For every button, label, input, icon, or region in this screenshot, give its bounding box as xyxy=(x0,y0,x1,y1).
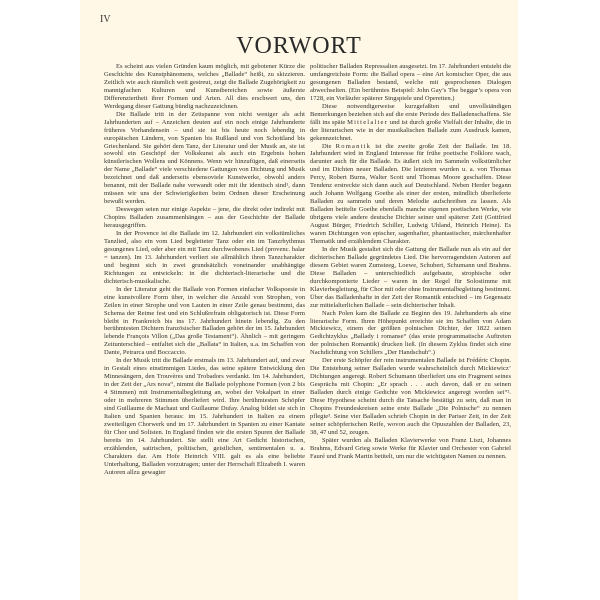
text-run: ist die zweite große Zeit der Ballade. Im 18. Jahrhundert wird in England Interesse für frühe poetische Folklore wach, darunter auch für die Ballade. Es äußert sich im Sammeln volkstümlicher und im Dichten neuer Balladen. Die letzteren wurden u. a. von Thomas Percy, Robert Burns, Walter Scott und Thomas Moore geschaffen. Diese Tendenz erstreckte sich dann auch auf Deutschland. Neben Herder begann auch Johann Wolfgang Goethe als einer der ersten, mündlich überlieferte Balladen zu sammeln und deren Melodie aufschreiben zu lassen. Als Balladen betitelte Goethe ebenfalls manche eigenen poetischen Werke, wie übrigens viele andere deutsche Dichter seiner und späterer Zeit (Gottfried August Bürger, Friedrich Schiller, Ludwig Uhland, Heinrich Heine). Es waren Dichtungen von epischer, sagenhafter, phantastischer, märchenhafter Thematik und erzählendem Charakter. xyxy=(310,142,511,245)
paragraph: Es scheint aus vielen Gründen kaum möglich, mit gebotener Kürze die Geschichte des Kunstphänomens, welches „Ballade“ heißt, zu skizzieren. Zeitlich wie auch räumlich weit gestreut, zeigt die Ballade Zugehörigkeit zu mannigfachen Kulturen und Kunstbereichen sowie äußerste Differenziertheit ihrer Formen und Arten. All dies erschwert uns, den Werdegang dieser Gattung bündig nachzuzeichnen. xyxy=(104,63,305,110)
paragraph: In der Musik tritt die Ballade erstmals im 13. Jahrhundert auf, und zwar in Gestalt eines einstimmigen Liedes, das seine spätere Entwicklung den Minnesängern, den Trouvères und Trobadors verdankt. Im 14. Jahrhundert, in der Zeit der „Ars nova“, nimmt die Ballade polyphone Formen (von 2 bis 4 Stimmen) mit Instrumentalbegleitung an, wobei der Vokalpart in einer oder in mehreren Stimmen überliefert wird. Ihre berühmtesten Schöpfer sind Guillaume de Machaut und Guillaume Dufay. Analog bildet sie sich in Italien und Spanien heraus: im 15. Jahrhundert in Italien zu einem zweiteiligen Chorwerk und im 17. Jahrhundert in Spanien zu einer Kantate für Chor und Solisten. In England finden wir die ersten Spuren der Ballade bereits im 14. Jahrhundert. Sie stellt eine Art Gedicht historischen, erzählenden, satirischen, politischen, geistlichen, sentimentalen u. a. Charakters dar. Am Hofe Heinrich VIII. galt es als eine beliebte Unterhaltung, Balladen vorzutragen; unter der Herrschaft Elizabeth I. waren Autoren allzu gewagter xyxy=(104,357,305,476)
paragraph: Die Ballade tritt in der Zeitspanne von nicht weniger als acht Jahrhunderten auf – Anzeichen deuten auf ein noch einige Jahrhunderte früheres Vorhandensein – und sie ist bis heute noch lebendig in europäischen Ländern, von Spanien bis Rußland und von Schottland bis Griechenland. Sie gehört dem Tanz, der Literatur und der Musik an, sie ist sowohl ein Geschöpf der Volkskunst als auch ein Ergebnis hohen künstlerischen Wollens und Könnens. Wenn wir hinzufügen, daß einerseits der Name „Ballade“ viele verschiedene Gattungen von Dichtung und Musik bezeichnet und daß anderseits ebensoviele Kunstwerke, obwohl anders benannt, mit der Ballade nahe verwandt oder mit ihr identisch sind¹, dann müssen wir uns der Schwierigkeiten beim Ordnen dieser Erscheinung bewußt werden. xyxy=(104,110,305,206)
text-run: Diese notwendigerweise kurzgefaßten und unvollständigen Bemerkungen beziehen sich auf die erste Periode des Balladenschaffens. Sie fällt ins späte xyxy=(310,102,511,126)
emphasis-mittelalter: Mittelalter xyxy=(347,118,388,126)
document-page xyxy=(80,0,518,600)
page-number: IV xyxy=(100,14,111,25)
emphasis-romantik: Romantik xyxy=(335,142,372,150)
paragraph xyxy=(310,143,511,246)
paragraph: In der Musik gestaltet sich die Gattung der Ballade nun als ein auf der dichterischen Ballade gegründetes Lied. Die hervorragendsten Autoren auf diesem Gebiet waren Zumsteeg, Loewe, Schubert, Schumann und Brahms. Diese Balladen – unterschiedlich aufgebaute, strophische oder durchkomponierte Lieder – waren in der Regel für Solostimme mit Klavierbegleitung, für Chor mit oder ohne Instrumentalbegleitung bestimmt. Über das Balladenhafte in der Zeit der Romantik entschied – im Gegensatz zur mittelalterlichen Ballade – sein dichterischer Inhalt. xyxy=(310,245,511,309)
text-run: Die xyxy=(322,142,336,150)
paragraph: In der Literatur geht die Ballade von Formen einfacher Volkspoesie in eine kunstvollere Form über, in welcher die Anzahl von Strophen, von Zeilen in einer Strophe und von Lauten in einer Zeile genau bestimmt, das Schema der Reime fest und ein Schlußrefrain obligatorisch ist. Diese Form bleibt in Frankreich bis ins 17. Jahrhundert hinein lebendig. Zu den berühmtesten Dichtern französischer Balladen gehört der im 15. Jahrhundert lebende François Villon („Das große Testament“). Ähnlich – mit geringem Zeitunterschied – entfaltet sich die „Ballata“ in Italien, u.a. im Schaffen von Dante, Petrarca und Boccaccio. xyxy=(104,285,305,357)
paragraph: Später wurden als Balladen Klavierwerke von Franz Liszt, Johannes Brahms, Edvard Grieg sowie Werke für Klavier und Orchester von Gabriel Fauré und Frank Martin betitelt, um nur die wichtigsten Namen zu nennen. xyxy=(310,436,511,460)
text-run: und ist durch große Vielfalt der Inhalte, die in der literarischen wie in der musikalischen Ballade zum Ausdruck kamen, gekennzeichnet. xyxy=(310,118,511,142)
left-column xyxy=(104,63,305,477)
page-title: VORWORT xyxy=(236,33,362,59)
paragraph: politischer Balladen Repressalien ausgesetzt. Im 17. Jahrhundert entsteht die umfangreichste Form: die Ballad opera – eine Art komischer Oper, die aus gesungenen Balladen bestand, welche mit gesprochenen Dialogen abwechselten. (Ein berühmtes Beispiel: John Gay’s The beggar’s opera von 1728, ein Vorläufer späterer Singspiele und Operetten.) xyxy=(310,63,511,102)
paragraph: Nach Polen kam die Ballade zu Beginn des 19. Jahrhunderts als eine literarische Form. Ihren Höhepunkt erreichte sie im Schaffen von Adam Mickiewicz, einem der größten polnischen Dichter, der 1822 seinen Gedichtzyklus „Ballady i romanse“ (das erste programmatische Auftreten der polnischen Romantik) drucken ließ. (In diesem Zyklus findet sich eine Nachdichtung von Schillers „Der Handschuh“.) xyxy=(310,309,511,357)
paragraph: In der Provence ist die Ballade im 12. Jahrhundert ein volkstümliches Tanzlied, also ein vom Lied begleiteter Tanz oder ein im Tanzrhythmus gesungenes Lied, oder aber ein mit Tanz durchwobenes Lied (provenc. balar = tanzen). Im 13. Jahrhundert verliert sie allmählich ihren Tanzcharakter und beginnt sich in zwei grundsätzlich voneinander unabhängige Richtungen zu entwickeln: in die dichterisch-literarische und die dichterisch-musikalische. xyxy=(104,230,305,285)
paragraph: Der erste Schöpfer der rein instrumentalen Ballade ist Frédéric Chopin. Die Entstehung seiner Balladen wurde wahrscheinlich durch Mickiewicz’ Dichtungen angeregt. Robert Schumann überliefert uns ein Fragment seines Gesprächs mit Chopin: „Er sprach . . . auch davon, daß er zu seinen Balladen durch einige Gedichte von Mickiewicz angeregt worden sei“². Diese Hypothese scheint durch die Tatsache bestätigt zu sein, daß man in Chopins Freundeskreisen seine erste Ballade „Die Polnische“ zu nennen pflegte³. Seine vier Balladen schrieb Chopin in der Pariser Zeit, in der Zeit seiner schöpferischen Reife, wovon auch die Opuszahlen der Balladen, 23, 38, 47 und 52, zeugen. xyxy=(310,357,511,436)
paragraph: Deswegen seien nur einige Aspekte – jene, die direkt oder indirekt mit Chopins Balladen zusammenhängen – aus der Geschichte der Ballade herausgegriffen. xyxy=(104,206,305,230)
paragraph xyxy=(310,103,511,143)
right-column xyxy=(310,63,511,461)
